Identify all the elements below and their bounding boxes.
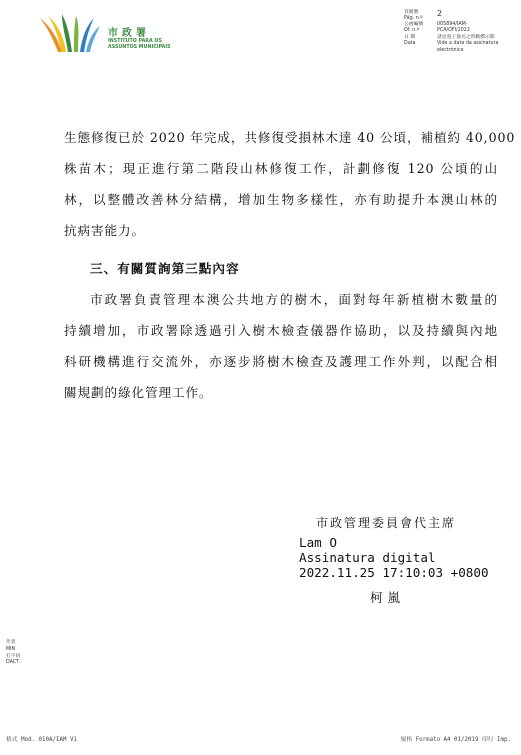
reference-label: 公函編號 xyxy=(404,22,424,27)
signature-signer: Lam O xyxy=(299,535,337,550)
paragraph-line: 生態修復已於 2020 年完成，共修復受損林木達 40 公頃，補植約 40,000 xyxy=(64,130,516,145)
paragraph-line: 抗病害能力。 xyxy=(64,223,145,238)
reference-value: PCA/OFI/2022 xyxy=(437,28,470,34)
logo-name-portuguese-line1: INSTITUTO PARA OS xyxy=(108,39,162,44)
iam-logo xyxy=(36,12,176,58)
paragraph-line: 株苗木；現正進行第二階段山林修復工作，計劃修復 120 公頃的山 xyxy=(64,161,498,176)
footer-format: 規格 Formato A4 01/2019 印行 Imp. xyxy=(400,737,511,743)
paragraph-line: 市政署負責管理本澳公共地方的樹木，面對每年新植樹木數量的 xyxy=(90,292,498,307)
reference-row-page xyxy=(404,10,516,22)
reference-label: 頁碼號 Pág. n.º xyxy=(404,10,423,21)
signer-title: 市政管理委員會代主席 xyxy=(316,516,457,530)
reference-value: 005894/IAM- xyxy=(437,22,468,27)
section-heading: 三、有關質詢第三點內容 xyxy=(90,261,240,276)
reference-value: Vide a data da assinatura xyxy=(437,41,499,47)
author-note-line: 作者 xyxy=(6,640,16,645)
paragraph-line: 關規劃的綠化管理工作。 xyxy=(64,385,213,400)
paragraph-2 xyxy=(64,284,498,408)
signature-type: Assinatura digital xyxy=(299,550,436,565)
paragraph-line: 持續增加，市政署除透過引入樹木檢查儀器作協助，以及持續與內地 xyxy=(64,323,498,338)
reference-label: Of. n.º xyxy=(404,28,419,34)
iam-emblem-icon xyxy=(36,12,102,58)
digital-signature xyxy=(299,535,489,580)
signer-name: 柯嵐 xyxy=(370,590,406,605)
signature-timestamp: 2022.11.25 17:10:03 +0800 xyxy=(299,565,489,580)
reference-label: 日 期 xyxy=(404,34,416,40)
author-note xyxy=(6,640,20,667)
reference-row xyxy=(404,48,516,54)
author-note-line: MIN xyxy=(6,646,16,652)
paragraph-line: 科研機構進行交流外，亦逐步將樹木檢查及護理工作外判，以配合相 xyxy=(64,354,498,369)
reference-label: Data xyxy=(404,41,416,47)
reference-value: electrónica xyxy=(437,47,464,53)
page-number: 2 xyxy=(437,9,443,18)
reference-value: 請見電子簽名之時戳標示期 xyxy=(437,34,495,40)
paragraph-line: 林，以整體改善林分結構，增加生物多樣性，亦有助提升本澳山林的 xyxy=(64,192,498,207)
author-note-line: DACT. xyxy=(6,660,21,666)
author-note-line: 打字員 xyxy=(6,653,21,659)
reference-block xyxy=(404,10,516,54)
footer-form-model: 格式 Mod. 010A/IAM V1 xyxy=(6,737,77,743)
paragraph-1 xyxy=(64,122,516,246)
logo-name-portuguese-line2: ASSUNTOS MUNICIPAIS xyxy=(108,45,171,50)
logo-name-chinese: 市政署 xyxy=(108,28,150,39)
